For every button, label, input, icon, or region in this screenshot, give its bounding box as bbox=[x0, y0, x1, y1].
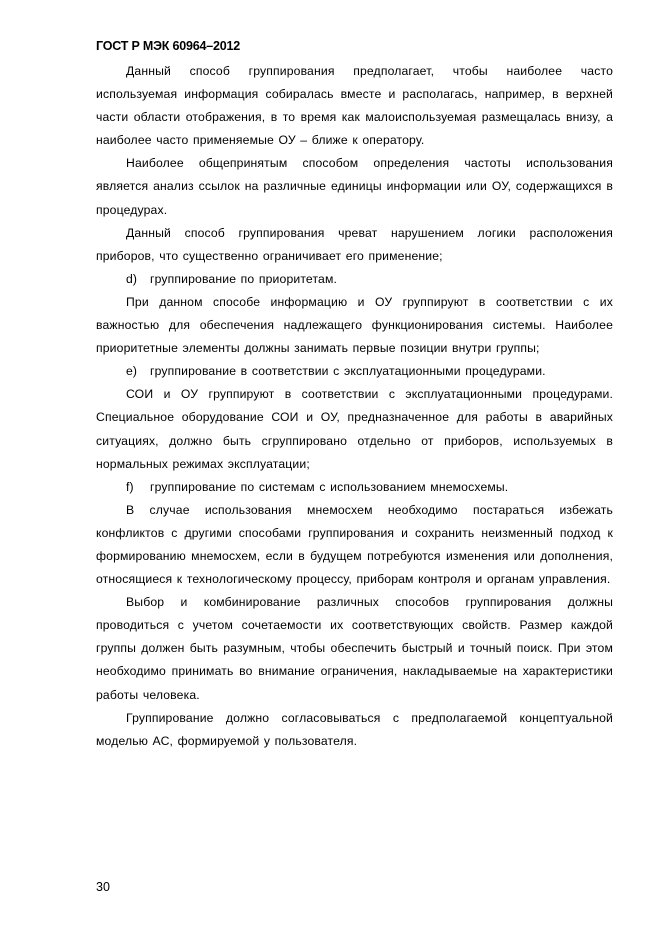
document-header bbox=[96, 39, 240, 53]
paragraph-3: Данный способ группирования чреват нарушением логики расположения приборов, что существенно ограничивает его применение; bbox=[96, 225, 613, 263]
list-marker-d: d) bbox=[126, 271, 138, 286]
paragraph-2: Наиболее общепринятым способом определения частоты использования является анализ ссылок на различные единицы информации или ОУ, содержащихся в процедурах. bbox=[96, 156, 613, 217]
list-item-d bbox=[96, 268, 613, 291]
paragraph-4: При данном способе информацию и ОУ группируют в соответствии с их важностью для обеспечения надлежащего функционирования системы. Наиболее приоритетные элементы должны занимать первые позиции внутри группы; bbox=[96, 294, 613, 356]
paragraph-1: Данный способ группирования предполагает, чтобы наиболее часто используемая информация собиралась вместе и располагась, например, в верхней части области отображения, в то время как малоиспользуемая размещалась внизу, а наиболее часто применяемые ОУ – ближе к оператору. bbox=[96, 64, 613, 148]
paragraph-7: Выбор и комбинирование различных способов группирования должны проводиться с учетом сочетаемости их соответствующих свойств. Размер каждой группы должен быть разумным, чтобы обеспечить быстрый и точный поиск. При этом необходимо принимать во внимание ограничения, накладываемые на характеристики работы человека. bbox=[96, 595, 613, 702]
list-item-e bbox=[96, 360, 613, 383]
list-marker-f: f) bbox=[126, 479, 134, 494]
document-body bbox=[96, 60, 613, 753]
paragraph-5: СОИ и ОУ группируют в соответствии с эксплуатационными процедурами. Специальное оборудование СОИ и ОУ, предназначенное для работы в аварийных ситуациях, должно быть сгруппировано отдельно от приборов, используемых в нормальных режимах эксплуатации; bbox=[96, 387, 613, 471]
page-number: 30 bbox=[96, 880, 110, 894]
list-text-d: группирование по приоритетам. bbox=[150, 271, 338, 286]
paragraph-6: В случае использования мнемосхем необходимо постараться избежать конфликтов с другими способами группирования и сохранить неизменный подход к формированию мнемосхем, если в будущем потребуются изменения или дополнения, относящиеся к технологическому процессу, приборам контроля и органам управления. bbox=[96, 502, 613, 587]
paragraph-8: Группирование должно согласовываться с предполагаемой концептуальной моделью АС, формируемой у пользователя. bbox=[96, 710, 613, 748]
list-text-e: группирование в соответствии с эксплуатационными процедурами. bbox=[150, 364, 546, 379]
list-text-f: группирование по системам с использованием мнемосхемы. bbox=[150, 479, 509, 494]
list-item-f bbox=[96, 476, 613, 499]
standard-code: ГОСТ Р МЭК 60964–2012 bbox=[96, 39, 241, 53]
list-marker-e: e) bbox=[126, 364, 138, 379]
